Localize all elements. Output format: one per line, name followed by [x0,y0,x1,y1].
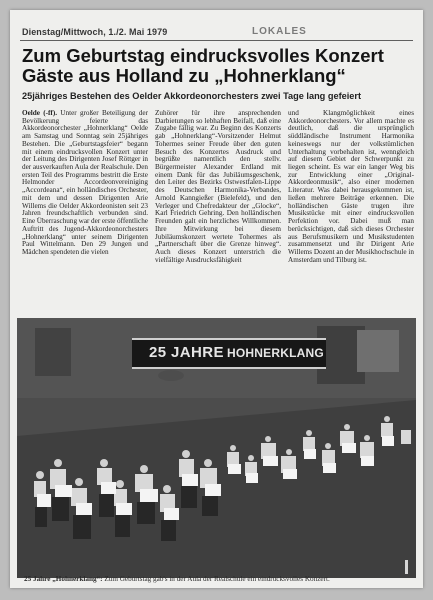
article-column-3: und Klangmöglichkeit eines Akkordeonorchesters. Vor allem machte es deutlich, daß die ursprünglich süddländische Instrument Harmonika keineswegs nur der volkstümlichen Unterhaltung vorbehalten ist, wenngleich auf diesem Gebiet der Schwerpunkt zu liegen scheint. Es war ein langer Weg bis zur Entwicklung einer „Original-Akkordeonmusik“, also einer modernen Literatur. Was dabei herausgekommen ist, ließen mehrere Beiträge erkennen. Die holländischen Gäste trugen ihre Musikstücke mit einer eindrucksvollen Perfektion vor. Dabei muß man berücksichtigen, daß sich dieses Orchester aus Berufsmusikern und Musikstudenten zusammensetzt und ihr Dirigent Arie Willems Dozent an der Musikhochschule in Amsterdam und Tilburg ist. [288,110,414,264]
orchestra-photo [17,318,416,578]
photo-caption [24,575,414,583]
headline [22,46,417,86]
article-column-1-text: Unter großer Beteiligung der Bevölkerung feierte das Akkordeonorchester „Hohnerklang“ Oelde am Samstag und Sonntag sein 25jähriges Bestehen. Die „Geburtstagsfeier“ begann mit einem eindrucksvollen Konzert unter der Leitung des Dirigenten Josef Röttger in der ausverkauften Aula der Realschule. Den ersten Teil des Programms bestritt die Erste Helmonder Accordeonvereiniging „Accordeana“, ein holländisches Orchester, mit dem und dessen Dirigenten Arie Willems die Oelder Akkordeonisten seit 23 Jahren freundschaftlich verbunden sind. Eine Überraschung war der erste öffentliche Auftritt des Jugend-Akkordeonorchesters „Hohnerklang“ unter seinem Dirigenten Paul Wittelmann. Den 29 Jungen und Mädchen spendeten die vielen [22,110,148,256]
photo-caption-bold: 25 Jahre „Hohnerklang“: [24,575,103,583]
banner-text-hohnerklang: HOHNERKLANG [227,346,324,360]
section-label: LOKALES [252,26,307,37]
photo-caption-text: Zum Geburtstag gab's in der Aula der Realschule ein eindrucksvolles Konzert. [104,575,330,583]
headline-line-2: Gäste aus Holland zu „Hohnerklang“ [22,65,346,86]
article-column-1 [22,110,148,315]
article-lead: Oelde (-ff). [22,110,58,117]
banner-text-25-jahre: 25 JAHRE [149,344,224,361]
paper-stain [158,370,184,381]
headline-line-1: Zum Geburtstag eindrucksvolles Konzert [22,45,384,66]
subheadline: 25jähriges Bestehen des Oelder Akkordeonorchesters zwei Tage lang gefeiert [22,91,362,101]
article-column-2: Zuhörer für ihre ansprechenden Darbietungen so lebhaften Beifall, daß eine Zugabe fällig war. Zu Beginn des Konzerts gab „Hohnerklang“-Vorsitzender Helmut Tohermes seiner Freude über den guten Besuch des Konzertes Ausdruck und begrüßte namentlich den stellv. Bürgermeister Alexander Erdland mit einem Dank für das Jubiläumsgeschenk, den Leiter des Bezirks Ostwestfalen-Lippe des Deutschen Harmonika-Verbandes, Arnold Kanngießer (Bielefeld), und den Verleger und Chefredakteur der „Glocke“, Karl Friedrich Gehring. Den holländischen Freunden galt ein herzliches Willkommen. Ihre Mitwirkung bei diesem Jubiläumskonzert wertete Tohermes als „Partnerschaft über die Grenze hinweg“. Auch dieses Konzert unterstrich die vielfältige Ausdrucksfähigkeit [155,110,281,264]
newspaper-clipping [10,10,423,588]
photo-banner [141,342,324,364]
header-rule [20,40,413,41]
dateline: Dienstag/Mittwoch, 1./2. Mai 1979 [22,27,168,37]
